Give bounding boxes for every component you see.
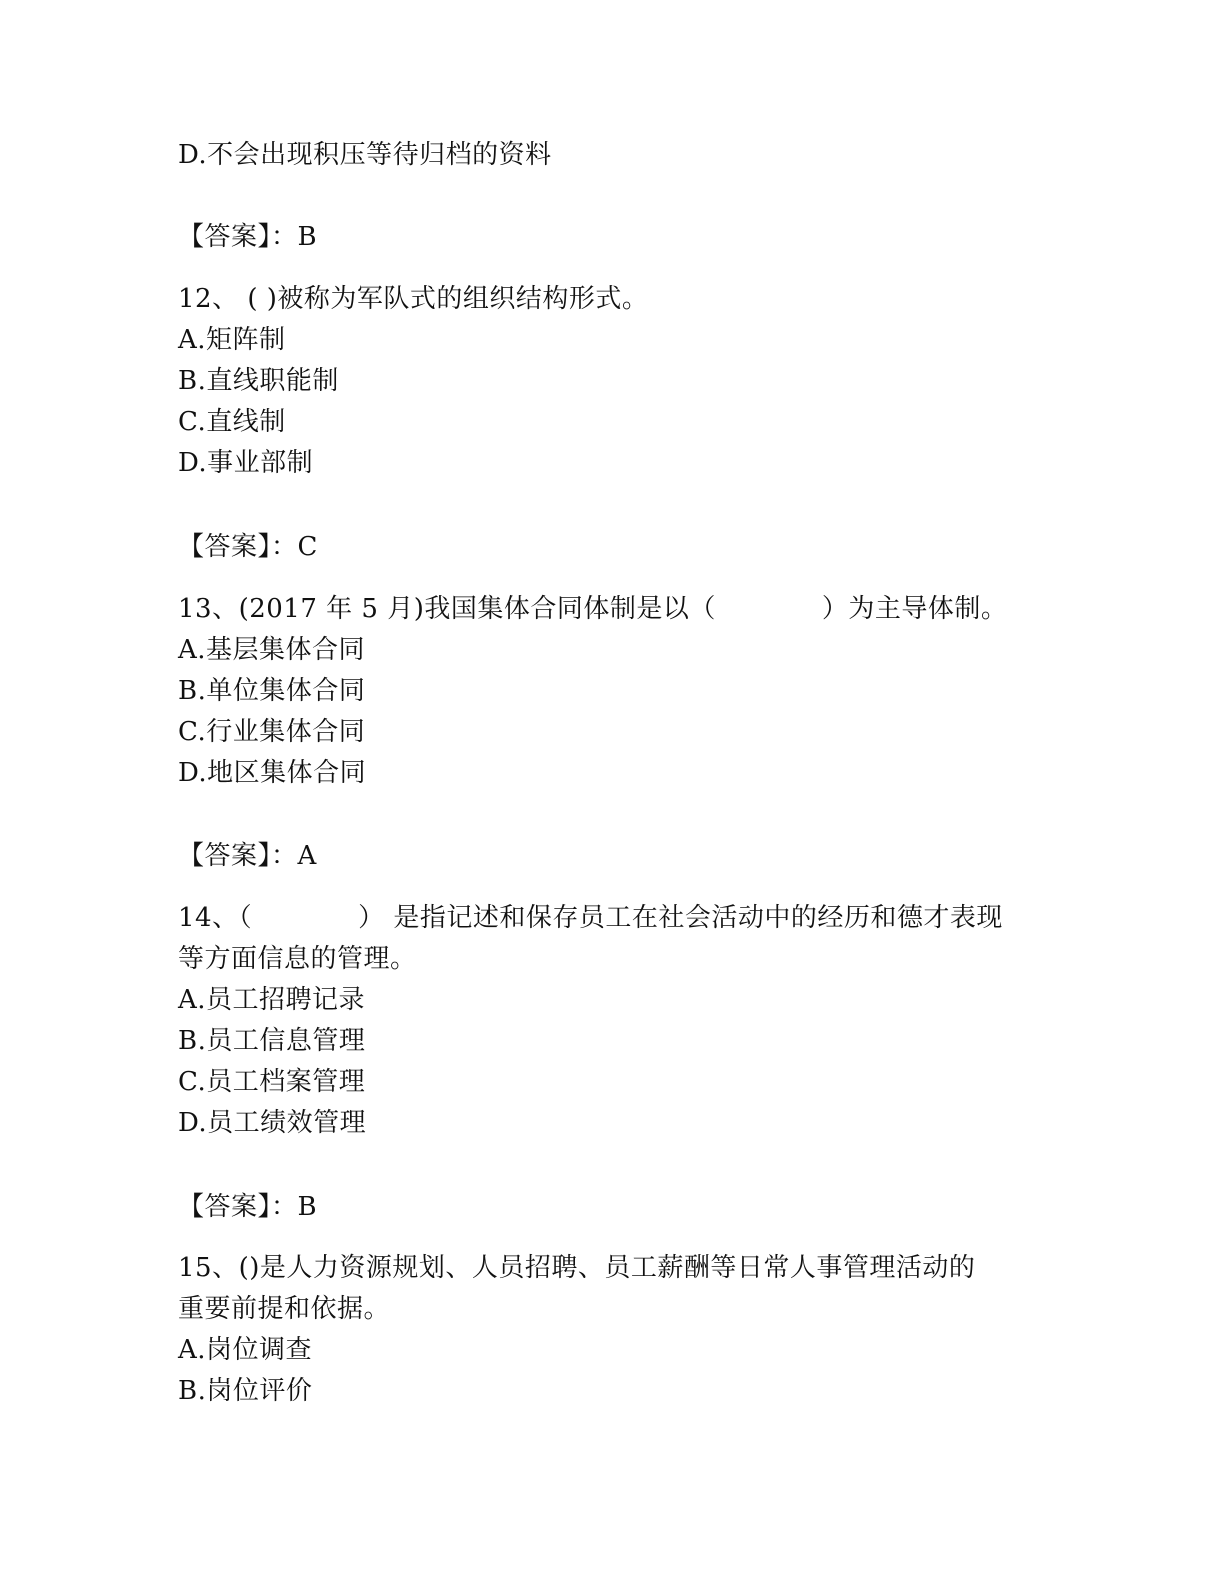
q12-stem: 12、 ( )被称为军队式的组织结构形式。 <box>178 284 649 314</box>
q14-option-d: D.员工绩效管理 <box>178 1108 367 1138</box>
q13-option-c: C.行业集体合同 <box>178 717 366 747</box>
q12-option-c: C.直线制 <box>178 407 286 437</box>
q15-option-a: A.岗位调查 <box>178 1335 313 1365</box>
q14-option-a: A.员工招聘记录 <box>178 985 366 1015</box>
q13-option-a: A.基层集体合同 <box>178 635 366 665</box>
q14-option-c: C.员工档案管理 <box>178 1067 366 1097</box>
q13-option-d: D.地区集体合同 <box>178 758 367 788</box>
prev-option-d: D.不会出现积压等待归档的资料 <box>178 140 552 170</box>
q15-option-b: B.岗位评价 <box>178 1376 313 1406</box>
q13-option-b: B.单位集体合同 <box>178 676 366 706</box>
q12-option-a: A.矩阵制 <box>178 325 286 355</box>
q12-option-b: B.直线职能制 <box>178 366 339 396</box>
q14-answer: 【答案】：B <box>178 1192 318 1222</box>
q14-stem-line2: 等方面信息的管理。 <box>178 944 417 974</box>
q13-stem: 13、(2017 年 5 月)我国集体合同体制是以（ ）为主导体制。 <box>178 594 1008 624</box>
prev-answer: 【答案】：B <box>178 222 318 252</box>
q12-answer: 【答案】：C <box>178 532 318 562</box>
q14-option-b: B.员工信息管理 <box>178 1026 366 1056</box>
q12-option-d: D.事业部制 <box>178 448 314 478</box>
q13-answer: 【答案】：A <box>178 841 317 871</box>
q15-stem-line1: 15、()是人力资源规划、人员招聘、员工薪酬等日常人事管理活动的 <box>178 1253 976 1283</box>
q14-stem-line1: 14、（ ） 是指记述和保存员工在社会活动中的经历和德才表现 <box>178 903 1003 933</box>
q15-stem-line2: 重要前提和依据。 <box>178 1294 391 1324</box>
